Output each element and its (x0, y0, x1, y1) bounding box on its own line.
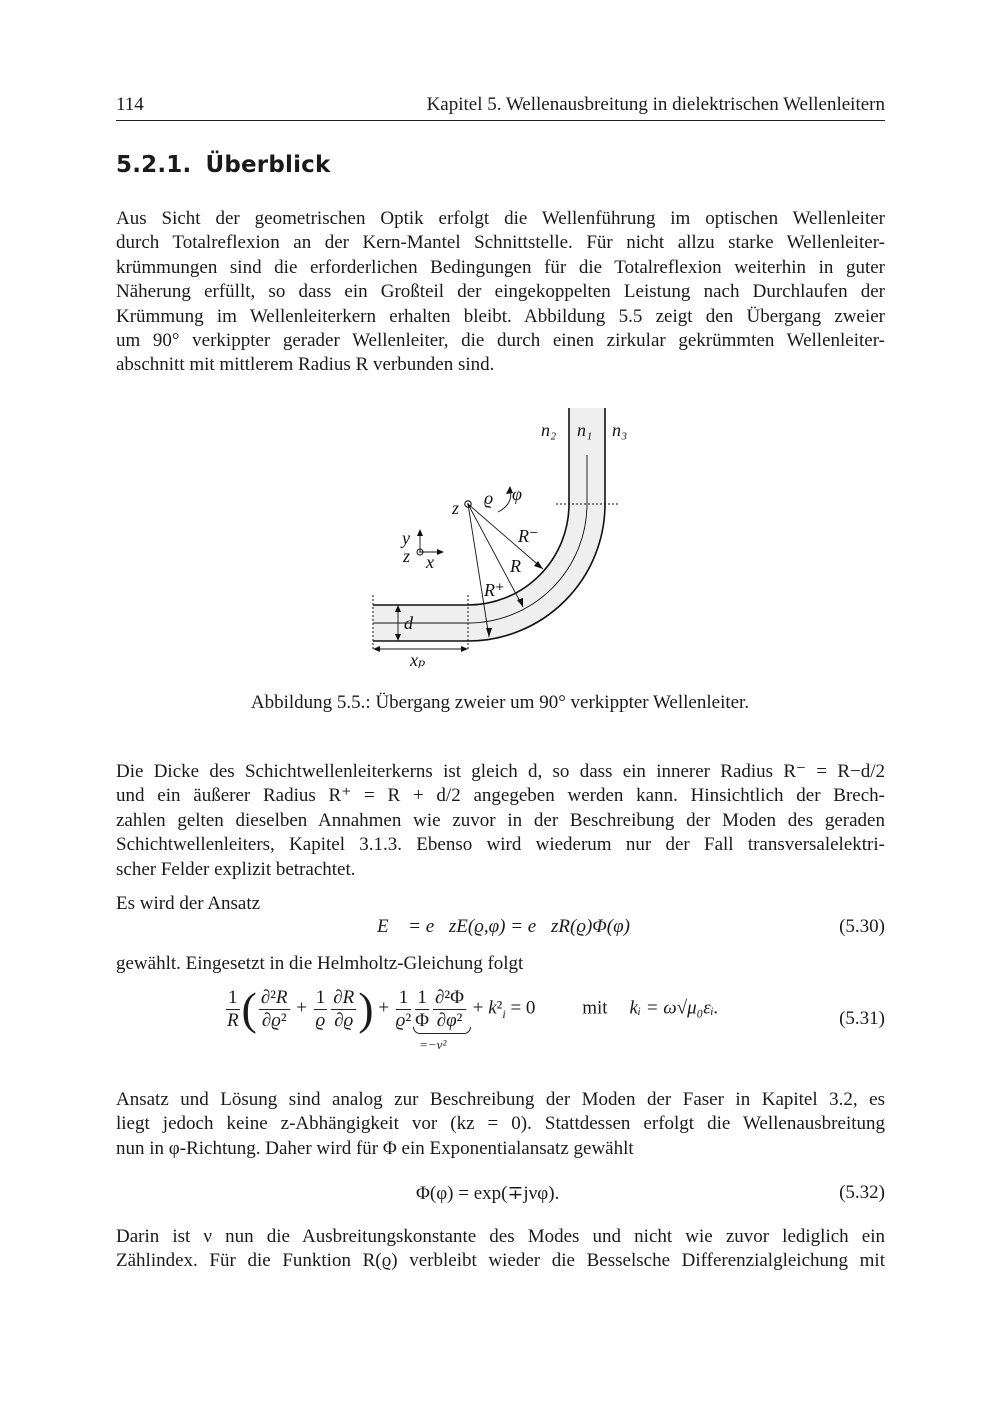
text-line: liegt jedoch keine z-Abhängigkeit vor (kz = 0). Stattdessen erfolgt die Wellenausbreitung (116, 1113, 885, 1135)
text-line: nun in φ-Richtung. Daher wird für Φ ein Exponentialansatz gewählt (116, 1137, 634, 1159)
equation-number-5-30: (5.30) (839, 916, 885, 937)
equation-5-32: Φ(φ) = exp(∓jνφ). (416, 1183, 560, 1204)
equation-5-31: $\frac{1}{R}$ ( $\frac{\text{∂²R}}{\text{∂ϱ²}}$ + $\frac{1}{ϱ}$ $\frac{\partial R}{\partial ϱ}$ ) + $\frac{1}{\text{ϱ²}}$ $\frac{1}{\Phi}$ $\frac{\text{∂²Φ}}{\text{∂φ²}}$ =−ν² + $k^2_i = 0$ mit kᵢ = ω√μ₀εᵢ. (226, 983, 719, 1052)
text-line: und ein äußerer Radius R⁺ = R + d/2 angegeben werden kann. Hinsichtlich der Brech- (116, 785, 885, 807)
text-gewaehlt: gewählt. Eingesetzt in die Helmholtz-Gleichung folgt (116, 953, 524, 974)
page-number: 114 (116, 94, 144, 115)
ki-expression: kᵢ = ω√μ₀εᵢ. (629, 997, 719, 1019)
paragraph-thickness (116, 760, 885, 882)
label-d: d (404, 613, 413, 633)
label-r-plus: R⁺ (484, 580, 505, 600)
section-number: 5.2.1. (116, 152, 192, 178)
label-r: R (510, 556, 521, 576)
text-line: Schichtwellenleiters, Kapitel 3.1.3. Ebenso wird wiederum nur der Fall transversalelektri- (116, 834, 885, 856)
text-line: abschnitt mit mittlerem Radius R verbunden sind. (116, 354, 495, 376)
paragraph-intro (116, 207, 885, 378)
paragraph-ansatz-loesung (116, 1088, 885, 1161)
text-line: Krümmung im Wellenleiterkern erhalten bleibt. Abbildung 5.5 zeigt den Übergang zweier (116, 305, 885, 327)
text-line: Näherung erfüllt, so dass ein Großteil der eingekoppelten Leistung nach Durchlaufen der (116, 281, 885, 303)
label-n2: n₂ (541, 420, 557, 440)
label-n1: n₁ (577, 420, 593, 440)
paragraph-ausbreitungskonstante (116, 1225, 885, 1274)
label-r-minus: R⁻ (518, 526, 539, 546)
waveguide-bend-figure (360, 400, 650, 675)
label-n3: n₃ (612, 420, 628, 440)
text-mit: mit (582, 997, 608, 1019)
text-line: Ansatz und Lösung sind analog zur Beschreibung der Moden der Faser in Kapitel 3.2, es (116, 1089, 885, 1110)
text-line: Zählindex. Für die Funktion R(ϱ) verbleibt wieder die Besselsche Differenzialgleichung mit (116, 1250, 885, 1272)
equation-5-30: E⃗ = e⃗zE(ϱ,φ) = e⃗zR(ϱ)Φ(φ) (377, 916, 630, 937)
text-line: Darin ist ν nun die Ausbreitungskonstante des Modes und nicht wie zuvor lediglich ein (116, 1226, 885, 1247)
text-line: Die Dicke des Schichtwellenleiterkerns ist gleich d, so dass ein innerer Radius R⁻ = R−d/2 (116, 761, 885, 782)
label-z-center: z (452, 498, 460, 518)
text-line: krümmungen sind die erforderlichen Bedingungen für die Totalreflexion weiterhin in guter (116, 256, 885, 278)
label-axis-x: x (426, 552, 434, 572)
label-phi: φ (512, 484, 522, 504)
running-title: Kapitel 5. Wellenausbreitung in dielektrischen Wellenleitern (426, 94, 885, 115)
label-axis-y: y (402, 528, 410, 548)
equation-number-5-32: (5.32) (839, 1182, 885, 1203)
text-line: um 90° verkippter gerader Wellenleiter, die durch einen zirkular gekrümmten Wellenleiter- (116, 330, 885, 352)
figure-caption: Abbildung 5.5.: Übergang zweier um 90° verkippter Wellenleiter. (250, 692, 750, 713)
text-line: Aus Sicht der geometrischen Optik erfolgt die Wellenführung im optischen Wellenleiter (116, 208, 885, 229)
text-line: scher Felder explizit betrachtet. (116, 858, 356, 880)
waveguide-core (373, 408, 605, 641)
equation-number-5-31: (5.31) (839, 1008, 885, 1029)
text-line: durch Totalreflexion an der Kern-Mantel Schnittstelle. Für nicht allzu starke Wellenleiter- (116, 232, 885, 254)
underbrace-label: =−ν² (419, 1036, 447, 1052)
label-rho: ϱ (484, 488, 494, 508)
label-axis-z: z (403, 546, 411, 566)
label-xp: xₚ (410, 650, 426, 670)
text-line: zahlen gelten dieselben Annahmen wie zuvor in der Beschreibung der Moden des geraden (116, 809, 885, 831)
underbrace (413, 1027, 471, 1034)
section-heading (116, 152, 330, 178)
section-title-text: Überblick (205, 152, 331, 178)
running-header (116, 92, 885, 121)
text-ansatz: Es wird der Ansatz (116, 893, 261, 914)
